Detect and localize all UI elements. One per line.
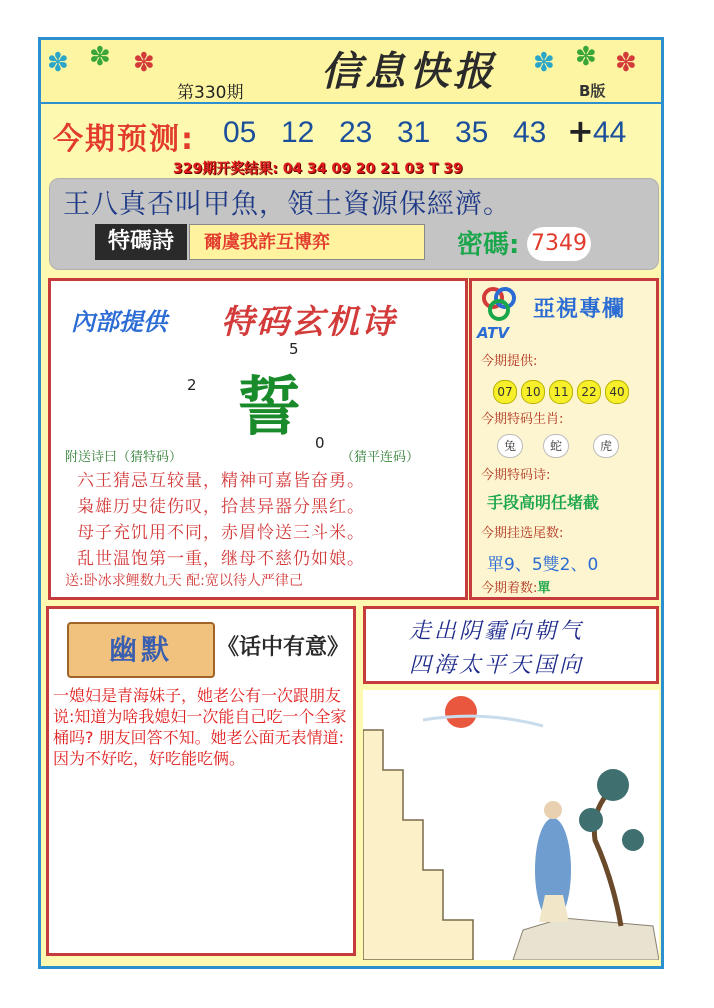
number-ball: 10: [521, 380, 545, 404]
zodiac-badge: 兔: [497, 434, 523, 458]
verse-line: 走出阴霾向朝气: [409, 619, 585, 644]
extra-note-left: 附送诗曰（猜特码）: [65, 450, 183, 465]
poem-line: 乱世温饱第一重，继母不慈仍如娘。: [77, 549, 365, 569]
password-label: 密碼:: [457, 230, 520, 260]
special-poem: 爾虞我詐互博弈: [189, 224, 425, 260]
provide-label: 今期提供:: [481, 354, 538, 369]
riddle-number-left: 2: [187, 376, 197, 394]
atv-logo-text: ATV: [477, 324, 510, 342]
riddle-footer: 送:卧冰求鲤数九天 配:宽以待人严律己: [65, 573, 303, 589]
flower-icon: ✽: [615, 48, 637, 78]
password-value: 7349: [527, 227, 591, 261]
prediction-number: 31: [397, 116, 431, 149]
flower-icon: ✽: [133, 48, 155, 78]
inner-title-left: 內部提供: [71, 308, 167, 336]
riddle-number-top: 5: [289, 340, 299, 358]
flower-icon: ✽: [575, 42, 597, 72]
number-ball: 40: [605, 380, 629, 404]
inner-title-right: 特码玄机诗: [221, 302, 396, 341]
flower-icon: ✽: [47, 48, 69, 78]
number-ball: 22: [577, 380, 601, 404]
riddle-number-bottom: 0: [315, 434, 325, 452]
column-title: 亞視專欄: [533, 297, 626, 322]
poem-badge: 特碼詩: [95, 224, 187, 260]
slogan: 王八真否叫甲魚，領土資源保經濟。: [63, 189, 511, 220]
riddle-character: 誓: [237, 370, 301, 445]
flower-icon: ✽: [89, 42, 111, 72]
poster-title: 信息快报: [321, 48, 497, 95]
prediction-number: 05: [223, 116, 257, 149]
poem-line: 母子充饥用不同，赤眉怜送三斗米。: [77, 523, 365, 543]
zodiac-badge: 蛇: [543, 434, 569, 458]
number-ball: 11: [549, 380, 573, 404]
prediction-number: 23: [339, 116, 373, 149]
last-tip-value: 單: [537, 581, 551, 596]
tail-numbers: 單9、5雙2、0: [487, 555, 599, 575]
header: [41, 40, 661, 104]
previous-result: 329期开奖结果: 04 34 09 20 21 03 T 39: [173, 161, 463, 177]
flower-icon: ✽: [533, 48, 555, 78]
last-tip-label: 今期着数:: [481, 581, 538, 596]
verse-line: 四海太平天国向: [409, 653, 585, 678]
plus-sign: +: [567, 112, 594, 150]
scholar-illustration: [363, 690, 659, 960]
tail-label: 今期挂选尾数:: [481, 526, 564, 541]
prediction-label: 今期预测:: [53, 122, 195, 157]
poster: [38, 37, 664, 969]
zodiac-badge: 虎: [593, 434, 619, 458]
issue-number: 第330期: [177, 83, 244, 103]
poem-label: 今期特码诗:: [481, 468, 551, 483]
zodiac-label: 今期特码生肖:: [481, 412, 564, 427]
joke-text: 一媳妇是青海妹子，她老公有一次跟朋友说:知道为啥我媳妇一次能自己吃一个全家桶吗? 朋友回答不知。她老公面无表情道:因为不好吃，好吃能吃俩。: [53, 686, 347, 768]
poem-line: 六王猜忌互较量，精神可嘉皆奋勇。: [77, 471, 365, 491]
atv-logo-icon: [481, 286, 517, 322]
special-number: 44: [593, 116, 627, 149]
joke-badge: 幽默: [67, 622, 215, 678]
number-ball: 07: [493, 380, 517, 404]
poem-line: 枭雄历史徒伤叹，拾甚异器分黑红。: [77, 497, 365, 517]
prediction-number: 12: [281, 116, 315, 149]
atv-poem: 手段高明任堵截: [487, 493, 600, 512]
prediction-number: 43: [513, 116, 547, 149]
extra-note-right: （猜平连码）: [341, 450, 420, 465]
prediction-number: 35: [455, 116, 489, 149]
version-label: B版: [579, 82, 606, 100]
last-tip: [481, 577, 550, 596]
joke-tag: 《话中有意》: [217, 635, 350, 660]
